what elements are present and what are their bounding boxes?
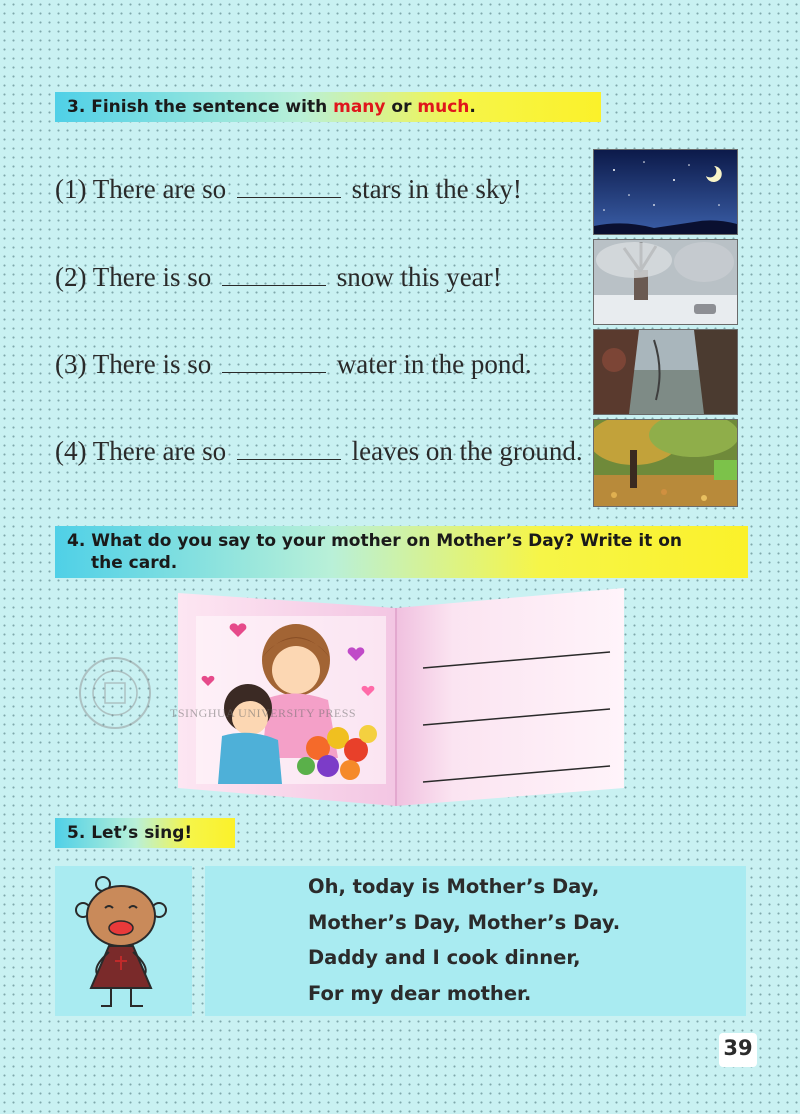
sentence-4-start: (4) There are so <box>55 436 233 466</box>
exercise-5-heading: 5. Let’s sing! <box>55 818 235 848</box>
sentence-1 <box>55 174 522 205</box>
card-illustration <box>178 588 624 806</box>
lyric-line-1: Oh, today is Mother’s Day, <box>308 875 600 898</box>
sentence-2 <box>55 262 502 293</box>
heading-period: . <box>469 97 476 117</box>
lyric-line-3: Daddy and I cook dinner, <box>308 946 581 969</box>
sentence-4 <box>55 436 583 467</box>
blank-3[interactable] <box>222 350 326 373</box>
sentence-1-start: (1) There are so <box>55 174 233 204</box>
page-number: 39 <box>723 1036 753 1060</box>
lyric-line-4: For my dear mother. <box>308 982 532 1005</box>
pond-photo <box>593 329 738 415</box>
sentence-1-end: stars in the sky! <box>344 174 522 204</box>
sentence-3 <box>55 349 532 380</box>
exercise-3-heading <box>55 92 601 122</box>
night-sky-photo <box>593 149 738 235</box>
exercise-4-line-2: the card. <box>91 553 178 573</box>
publisher-seal <box>77 655 153 731</box>
exercise-4-heading <box>55 526 748 578</box>
heading-text: 3. Finish the sentence with <box>67 97 334 117</box>
heading-or: or <box>385 97 418 117</box>
sentence-2-end: snow this year! <box>329 262 502 292</box>
sentence-2-start: (2) There is so <box>55 262 218 292</box>
sentence-3-end: water in the pond. <box>329 349 532 379</box>
word-much: much <box>417 97 470 117</box>
snow-photo <box>593 239 738 325</box>
mothers-day-card <box>178 588 624 806</box>
lyric-line-2: Mother’s Day, Mother’s Day. <box>308 911 621 934</box>
girl-drawing-box <box>55 866 192 1016</box>
sentence-3-start: (3) There is so <box>55 349 218 379</box>
blank-1[interactable] <box>237 175 341 198</box>
blank-2[interactable] <box>222 263 326 286</box>
exercise-4-line-1: 4. What do you say to your mother on Mother’s Day? Write it on <box>67 531 682 551</box>
word-many: many <box>333 97 386 117</box>
blank-4[interactable] <box>237 437 341 460</box>
autumn-leaves-photo <box>593 419 738 507</box>
sentence-4-end: leaves on the ground. <box>344 436 583 466</box>
publisher-watermark: TSINGHUA UNIVERSITY PRESS <box>170 706 357 720</box>
singing-girl-illustration <box>55 866 192 1016</box>
